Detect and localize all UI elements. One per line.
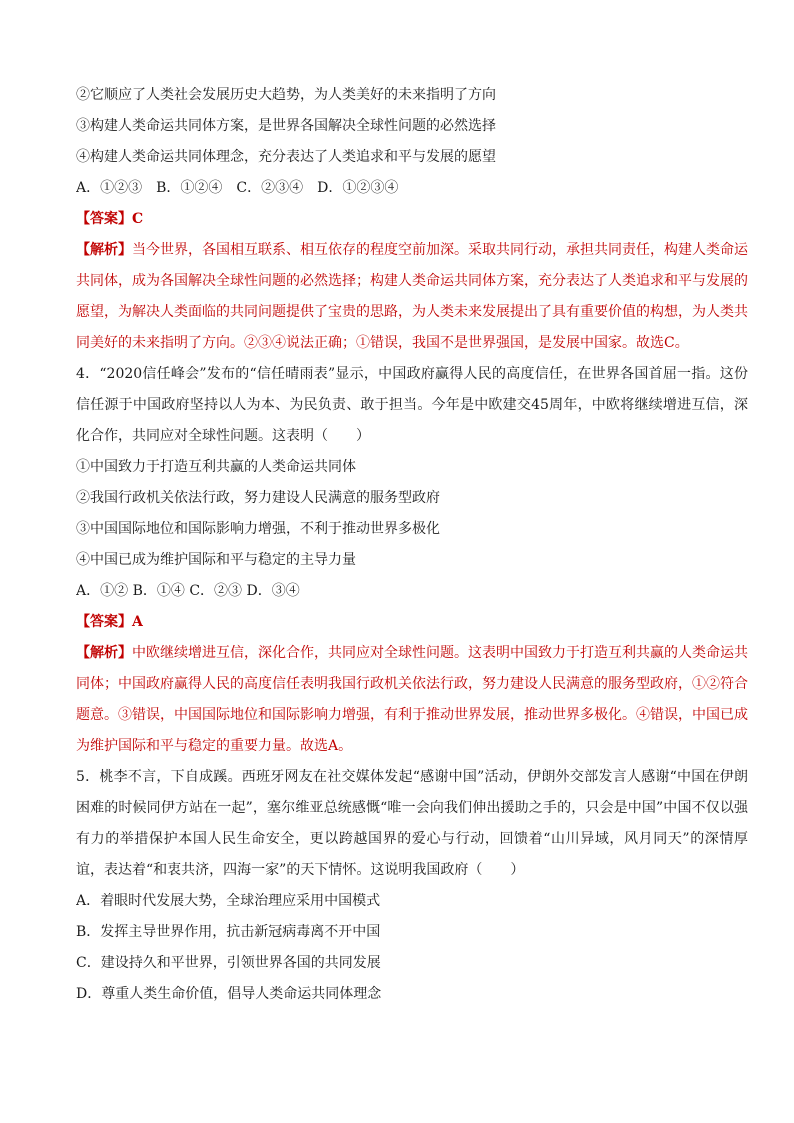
- q4-option-d: D．③④: [246, 583, 300, 599]
- q5-option-c: C．建设持久和平世界，引领世界各国的共同发展: [76, 955, 381, 971]
- q4-item-1: ①中国致力于打造互利共赢的人类命运共同体: [76, 459, 356, 475]
- q3-item-2: ②它顺应了人类社会发展历史大趋势，为人类美好的未来指明了方向: [76, 87, 496, 103]
- q4-answer: [76, 607, 748, 638]
- q3-option-c: C．②③④: [236, 180, 304, 196]
- q3-options: [76, 173, 748, 204]
- q4-answer-value: A: [132, 614, 143, 630]
- q4-analysis-text: 中欧继续增进互信，深化合作，共同应对全球性问题。这表明中国致力于打造互利共赢的人类命运共同体；中国政府赢得人民的高度信任表明我国行政机关依法行政，努力建设人民满意的服务型政府，①②符合题意。③错误，中国国际地位和国际影响力增强，有利于推动世界发展，推动世界多极化。④错误，中国已成为维护国际和平与稳定的重要力量。故选A。: [76, 645, 748, 754]
- q3-item-4: ④构建人类命运共同体理念，充分表达了人类追求和平与发展的愿望: [76, 149, 496, 165]
- q4-stem: 4．“2020信任峰会”发布的“信任晴雨表”显示，中国政府赢得人民的高度信任，在世界各国首屈一指。这份信任源于中国政府坚持以人为本、为民负责、敢于担当。今年是中欧建交45周年，中欧将继续增进互信，深化合作，共同应对全球性问题。这表明（ ）: [76, 366, 748, 444]
- q4-options: [76, 576, 748, 607]
- q3-item-3: ③构建人类命运共同体方案，是世界各国解决全球性问题的必然选择: [76, 118, 496, 134]
- q5-option-a: A．着眼时代发展大势，全球治理应采用中国模式: [76, 893, 381, 909]
- q3-answer-label: 【答案】: [76, 211, 132, 227]
- q4-analysis: [76, 638, 748, 762]
- q3-answer-value: C: [132, 211, 144, 227]
- q4-item-3: ③中国国际地位和国际影响力增强，不利于推动世界多极化: [76, 521, 440, 537]
- q4-answer-label: 【答案】: [76, 614, 132, 630]
- q4-item-4: ④中国已成为维护国际和平与稳定的主导力量: [76, 552, 356, 568]
- q5-option-b: B．发挥主导世界作用，抗击新冠病毒离不开中国: [76, 924, 381, 940]
- q3-option-b: B．①②④: [156, 180, 223, 196]
- q3-option-a: A．①②③: [76, 180, 143, 196]
- q4-option-b: B．①④: [132, 583, 185, 599]
- document-page: [76, 80, 748, 1010]
- q5-stem: 5．桃李不言，下自成蹊。西班牙网友在社交媒体发起“感谢中国”活动，伊朗外交部发言人感谢“中国在伊朗困难的时候同伊方站在一起”，塞尔维亚总统感慨“唯一会向我们伸出援助之手的，只会是中国”中国不仅以强有力的举措保护本国人民生命安全，更以跨越国界的爱心与行动，回馈着“山川异域，风月同天”的深情厚谊，表达着“和衷共济，四海一家”的天下情怀。这说明我国政府（ ）: [76, 769, 748, 878]
- q4-option-c: C．②③: [189, 583, 243, 599]
- q4-option-a: A．①②: [76, 583, 129, 599]
- q5-option-d: D．尊重人类生命价值，倡导人类命运共同体理念: [76, 986, 382, 1002]
- q4-item-2: ②我国行政机关依法行政，努力建设人民满意的服务型政府: [76, 490, 440, 506]
- q3-option-d: D．①②③④: [317, 180, 399, 196]
- q3-answer: [76, 204, 748, 235]
- q3-analysis: [76, 235, 748, 359]
- q3-analysis-text: 当今世界，各国相互联系、相互依存的程度空前加深。采取共同行动，承担共同责任，构建人类命运共同体，成为各国解决全球性问题的必然选择；构建人类命运共同体方案，充分表达了人类追求和平与发展的愿望，为解决人类面临的共同问题提供了宝贵的思路，为人类未来发展提出了具有重要价值的构想，为人类共同美好的未来指明了方向。②③④说法正确；①错误，我国不是世界强国，是发展中国家。故选C。: [76, 242, 748, 351]
- q4-analysis-label: 【解析】: [76, 645, 132, 661]
- q3-analysis-label: 【解析】: [76, 242, 132, 258]
